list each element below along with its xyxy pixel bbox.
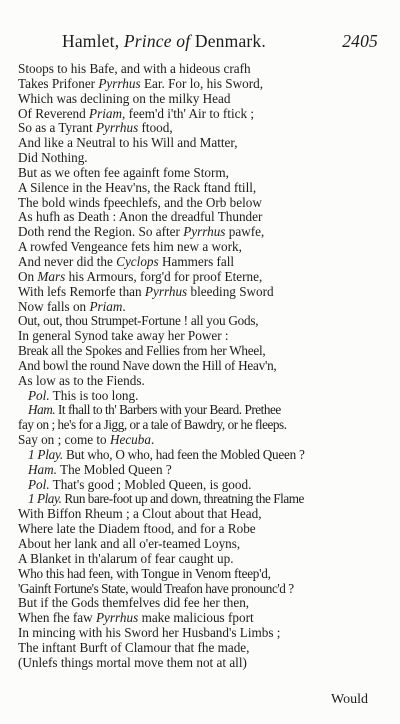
text-line: In mincing with his Sword her Husband's Limbs ; [18, 625, 281, 641]
text-line: Ham. It fhall to th' Barbers with your Beard. Prethee [28, 402, 281, 418]
text-line: A Blanket in th'alarum of fear caught up. [18, 550, 234, 566]
text-line: Break all the Spokes and Fellies from her Wheel, [18, 343, 266, 359]
text-line: 'Gainft Fortune's State, would Treafon have pronounc'd ? [18, 580, 294, 596]
text-line: In general Synod take away her Power : [18, 328, 229, 344]
text-line: Where late the Diadem ftood, and for a Robe [18, 521, 256, 537]
running-title-country: Denmark. [190, 31, 266, 51]
text-line: 1 Play. But who, O who, had feen the Mobled Queen ? [28, 446, 305, 462]
running-title [62, 31, 266, 52]
text-line: With Biffon Rheum ; a Clout about that Head, [18, 506, 262, 522]
running-title-rank: Prince of [123, 31, 191, 51]
text-line: (Unlefs things mortal move them not at all) [18, 654, 247, 670]
text-line: Takes Prifoner Pyrrhus Ear. For lo, his Sword, [18, 75, 263, 91]
text-line: When fhe faw Pyrrhus make malicious fport [18, 610, 254, 626]
text-line: As hufh as Death : Anon the dreadful Thunder [18, 209, 263, 225]
text-line: fay on ; he's for a Jigg, or a tale of Bawdry, or he fleeps. [18, 417, 287, 433]
text-line: About her lank and all o'er-teamed Loyns, [18, 536, 241, 551]
text-line: The bold winds fpeechlefs, and the Orb below [18, 194, 262, 210]
text-line: As low as to the Fiends. [18, 372, 145, 388]
text-line: Ham. The Mobled Queen ? [28, 461, 172, 477]
text-line: And like a Neutral to his Will and Matter, [18, 135, 238, 151]
text-line: Who this had feen, with Tongue in Venom fteep'd, [18, 565, 271, 581]
running-title-name: Hamlet, [62, 31, 124, 51]
text-line: The inftant Burft of Clamour that fhe made, [18, 639, 250, 655]
text-line: But if the Gods themfelves did fee her then, [18, 595, 250, 611]
text-line: Now falls on Priam. [18, 298, 126, 314]
text-line: So as a Tyrant Pyrrhus ftood, [18, 120, 173, 136]
text-line: Pol. That's good ; Mobled Queen, is good. [28, 476, 252, 492]
text-line: Which was declining on the milky Head [18, 90, 231, 106]
text-line: Pol. This is too long. [28, 387, 139, 403]
text-line: Stoops to his Bafe, and with a hideous crafh [18, 61, 251, 76]
text-line: 1 Play. Run bare-foot up and down, threatning the Flame [28, 491, 304, 507]
text-line: But as we often fee againft fome Storm, [18, 164, 229, 180]
verse-text-block [18, 62, 390, 671]
text-line: With lefs Remorfe than Pyrrhus bleeding Sword [18, 283, 274, 299]
text-line: Did Nothing. [18, 150, 88, 166]
text-line: Of Reverend Priam, feem'd i'th' Air to ftick ; [18, 105, 255, 121]
text-line: On Mars his Armours, forg'd for proof Eterne, [18, 268, 263, 284]
text-line: And bowl the round Nave down the Hill of Heav'n, [18, 357, 277, 373]
text-line: A rowfed Vengeance fets him new a work, [18, 239, 242, 255]
text-line: And never did the Cyclops Hammers fall [18, 253, 235, 269]
text-line: Out, out, thou Strumpet-Fortune ! all you Gods, [18, 313, 259, 329]
text-line: A Silence in the Heav'ns, the Rack ftand ftill, [18, 179, 257, 195]
text-line: Doth rend the Region. So after Pyrrhus pawfe, [18, 224, 265, 240]
catchword: Would [331, 692, 368, 707]
text-line: Say on ; come to Hecuba. [18, 432, 155, 448]
page-number: 2405 [342, 31, 378, 51]
running-head [62, 31, 378, 57]
